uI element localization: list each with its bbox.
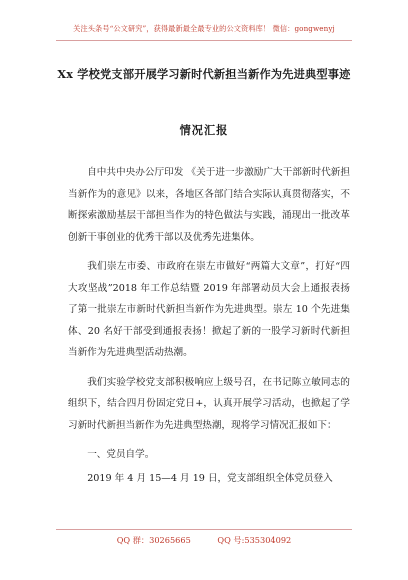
paragraph-intro: 自中共中央办公厅印发 《关于进一步激励广大干部新时代新担当新作为的意见》以来，各地区各部门结合实际认真贯彻落实，不断探索激励基层干部担当作为的特色做法与实践，涌现出一批改革创新干事创业的优秀干部以及优秀先进集体。 (68, 167, 350, 243)
document-subtitle: 情况汇报 (179, 123, 229, 137)
section-heading-self-study: 一、党员自学。 (87, 449, 155, 460)
paragraph-commendation: 我们崇左市委、市政府在崇左市做好“两篇大文章”，打好“四大攻坚战”2018 年工作总结暨 2019 年部署动员大会上通报表扬了第一批崇左市新时代新担当新作为先进典型。崇左 10 个先进集体、20 名好干部受到通报表扬！掀起了新的一股学习新时代新担当新作为先进典型活动热潮。 (68, 261, 350, 358)
footer-qq-number: QQ 号:535304092 (217, 535, 292, 545)
document-body (68, 162, 350, 497)
paragraph-self-study: 2019 年 4 月 15—4 月 19 日，党支部组织全体党员登入 (87, 472, 333, 484)
header-notice: 关注头条号“公文研究”，获得最新最全最专业的公文资料库！ 微信：gongwenyj (56, 24, 352, 41)
footer-qq-group: QQ 群：30265665 (116, 535, 191, 545)
document-title: Xx 学校党支部开展学习新时代新担当新作为先进典型事迹 (57, 67, 351, 81)
footer-contact (56, 529, 352, 546)
paragraph-school-response: 我们实验学校党支部积极响应上级号召，在书记陈立敏同志的组织下，结合四月份固定党日+，认真开展学习活动，也掀起了学习新时代新担当新作为先进典型热潮，现将学习情况汇报如下： (68, 376, 350, 431)
